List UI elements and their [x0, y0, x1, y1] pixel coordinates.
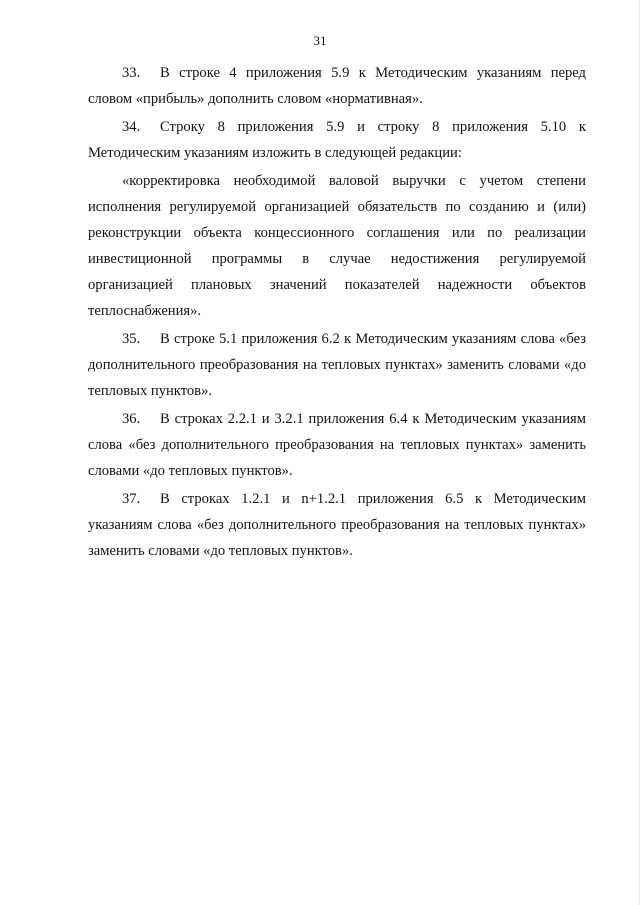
paragraph-33 — [88, 60, 586, 112]
paragraph-number: 34. — [122, 119, 141, 135]
document-body — [88, 60, 586, 564]
paragraph-34 — [88, 114, 586, 166]
page-number: 31 — [313, 33, 327, 48]
paragraph-37 — [88, 486, 586, 564]
paragraph-text: В строке 4 приложения 5.9 к Методическим указаниям перед словом «прибыль» дополнить словом «нормативная». — [88, 65, 586, 107]
paragraph-text: В строке 5.1 приложения 6.2 к Методическим указаниям слова «без дополнительного преобразования на тепловых пунктах» заменить словами «до тепловых пунктов». — [88, 331, 586, 399]
paragraph-text: Строку 8 приложения 5.9 и строку 8 приложения 5.10 к Методическим указаниям изложить в следующей редакции: — [88, 119, 586, 161]
quoted-wording — [88, 168, 586, 324]
paragraph-text: «корректировка необходимой валовой выручки с учетом степени исполнения регулируемой организацией обязательств по созданию и (или) реконструкции объекта концессионного соглашения или по реализации инвестиционной программы в случае недостижения регулируемой организацией плановых значений показателей надежности объектов теплоснабжения». — [88, 173, 586, 319]
paragraph-number: 36. — [122, 411, 141, 427]
paragraph-number: 35. — [122, 331, 141, 347]
paragraph-number: 33. — [122, 65, 141, 81]
paragraph-number: 37. — [122, 491, 141, 507]
paragraph-35 — [88, 326, 586, 404]
paragraph-36 — [88, 406, 586, 484]
paragraph-text: В строках 2.2.1 и 3.2.1 приложения 6.4 к Методическим указаниям слова «без дополнительного преобразования на тепловых пунктах» заменить словами «до тепловых пунктов». — [88, 411, 586, 479]
paragraph-text: В строках 1.2.1 и n+1.2.1 приложения 6.5 к Методическим указаниям слова «без дополнительного преобразования на тепловых пунктах» заменить словами «до тепловых пунктов». — [88, 491, 586, 559]
